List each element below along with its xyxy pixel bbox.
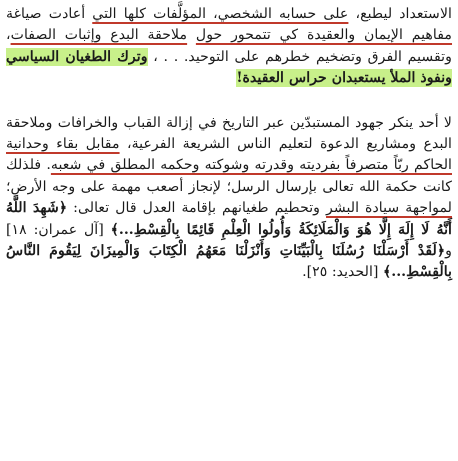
quran-verse-2: ﴿لَقَدْ أَرْسَلْنَا رُسُلَنَا بِالْبَيِّنَاتِ وَأَنْزَلْنَا مَعَهُمُ الْكِتَابَ وَالْمِيزَانَ لِيَقُومَ النَّاسُ بِالْقِسْطِ...﴾ (6, 243, 452, 281)
p1-underline-1: على حسابه الشخصي، المؤلَّفات كلها التي (92, 6, 349, 22)
p2-text-3: وتحطيم طغيانهم بإقامة العدل قال تعالى: (67, 200, 327, 217)
paragraph-gap (6, 90, 452, 113)
p1-text-2: أعادت صياغة (6, 6, 93, 22)
p1-text-1: الاستعداد ليطبع، (348, 6, 452, 22)
p2-underline-2: لمواجهة سيادة البشر (326, 200, 452, 217)
document-page (6, 4, 452, 284)
verse-citation-2: [الحديد: ٢٥]. (302, 264, 383, 281)
p2-text-2: . فلذلك كانت حكمة الله تعالى بإرسال الرسل؛ لإنجاز أصعب مهمة على وجه الأرض؛ (6, 157, 452, 195)
p1-underline-3: ملاحقة البدع وإثبات الصفات (10, 27, 188, 44)
p1-highlight: وترك الطغيان السياسي ونفوذ الملأ يستعبدان حراس العقيدة! (6, 48, 452, 87)
p2-underline-1: مقابل بقاء وحدانية الحاكم ربّاً متصرفاً بفرديته وقدرته وشوكته وحكمه المطلق في شعبه (6, 136, 452, 174)
quran-verse-1: ﴿شَهِدَ اللَّهُ أَنَّهُ لَا إِلَهَ إِلَّا هُوَ وَالْمَلَائِكَةُ وَأُولُوا الْعِلْمِ قَائِمًا بِالْقِسْطِ...﴾ (6, 200, 452, 238)
p2-text-1: لا أحد ينكر جهود المستبدّين عبر التاريخ في إزالة القباب والخرافات وملاحقة البدع ومشاريع الدعوة لتعليم الناس الشريعة الفرعية، (6, 114, 453, 153)
verse-citation-1: [آل عمران: ١٨] و (6, 221, 452, 260)
p1-underline-2: مفاهيم الإيمان والعقيدة كي تتمحور حول (195, 27, 453, 44)
p1-text-4: ، وتقسيم الفرق وتضخيم خطرهم على التوحيد. . . ، (6, 27, 452, 65)
paragraph-1 (6, 4, 452, 90)
p1-text-3 (187, 27, 196, 43)
paragraph-2 (6, 113, 452, 284)
